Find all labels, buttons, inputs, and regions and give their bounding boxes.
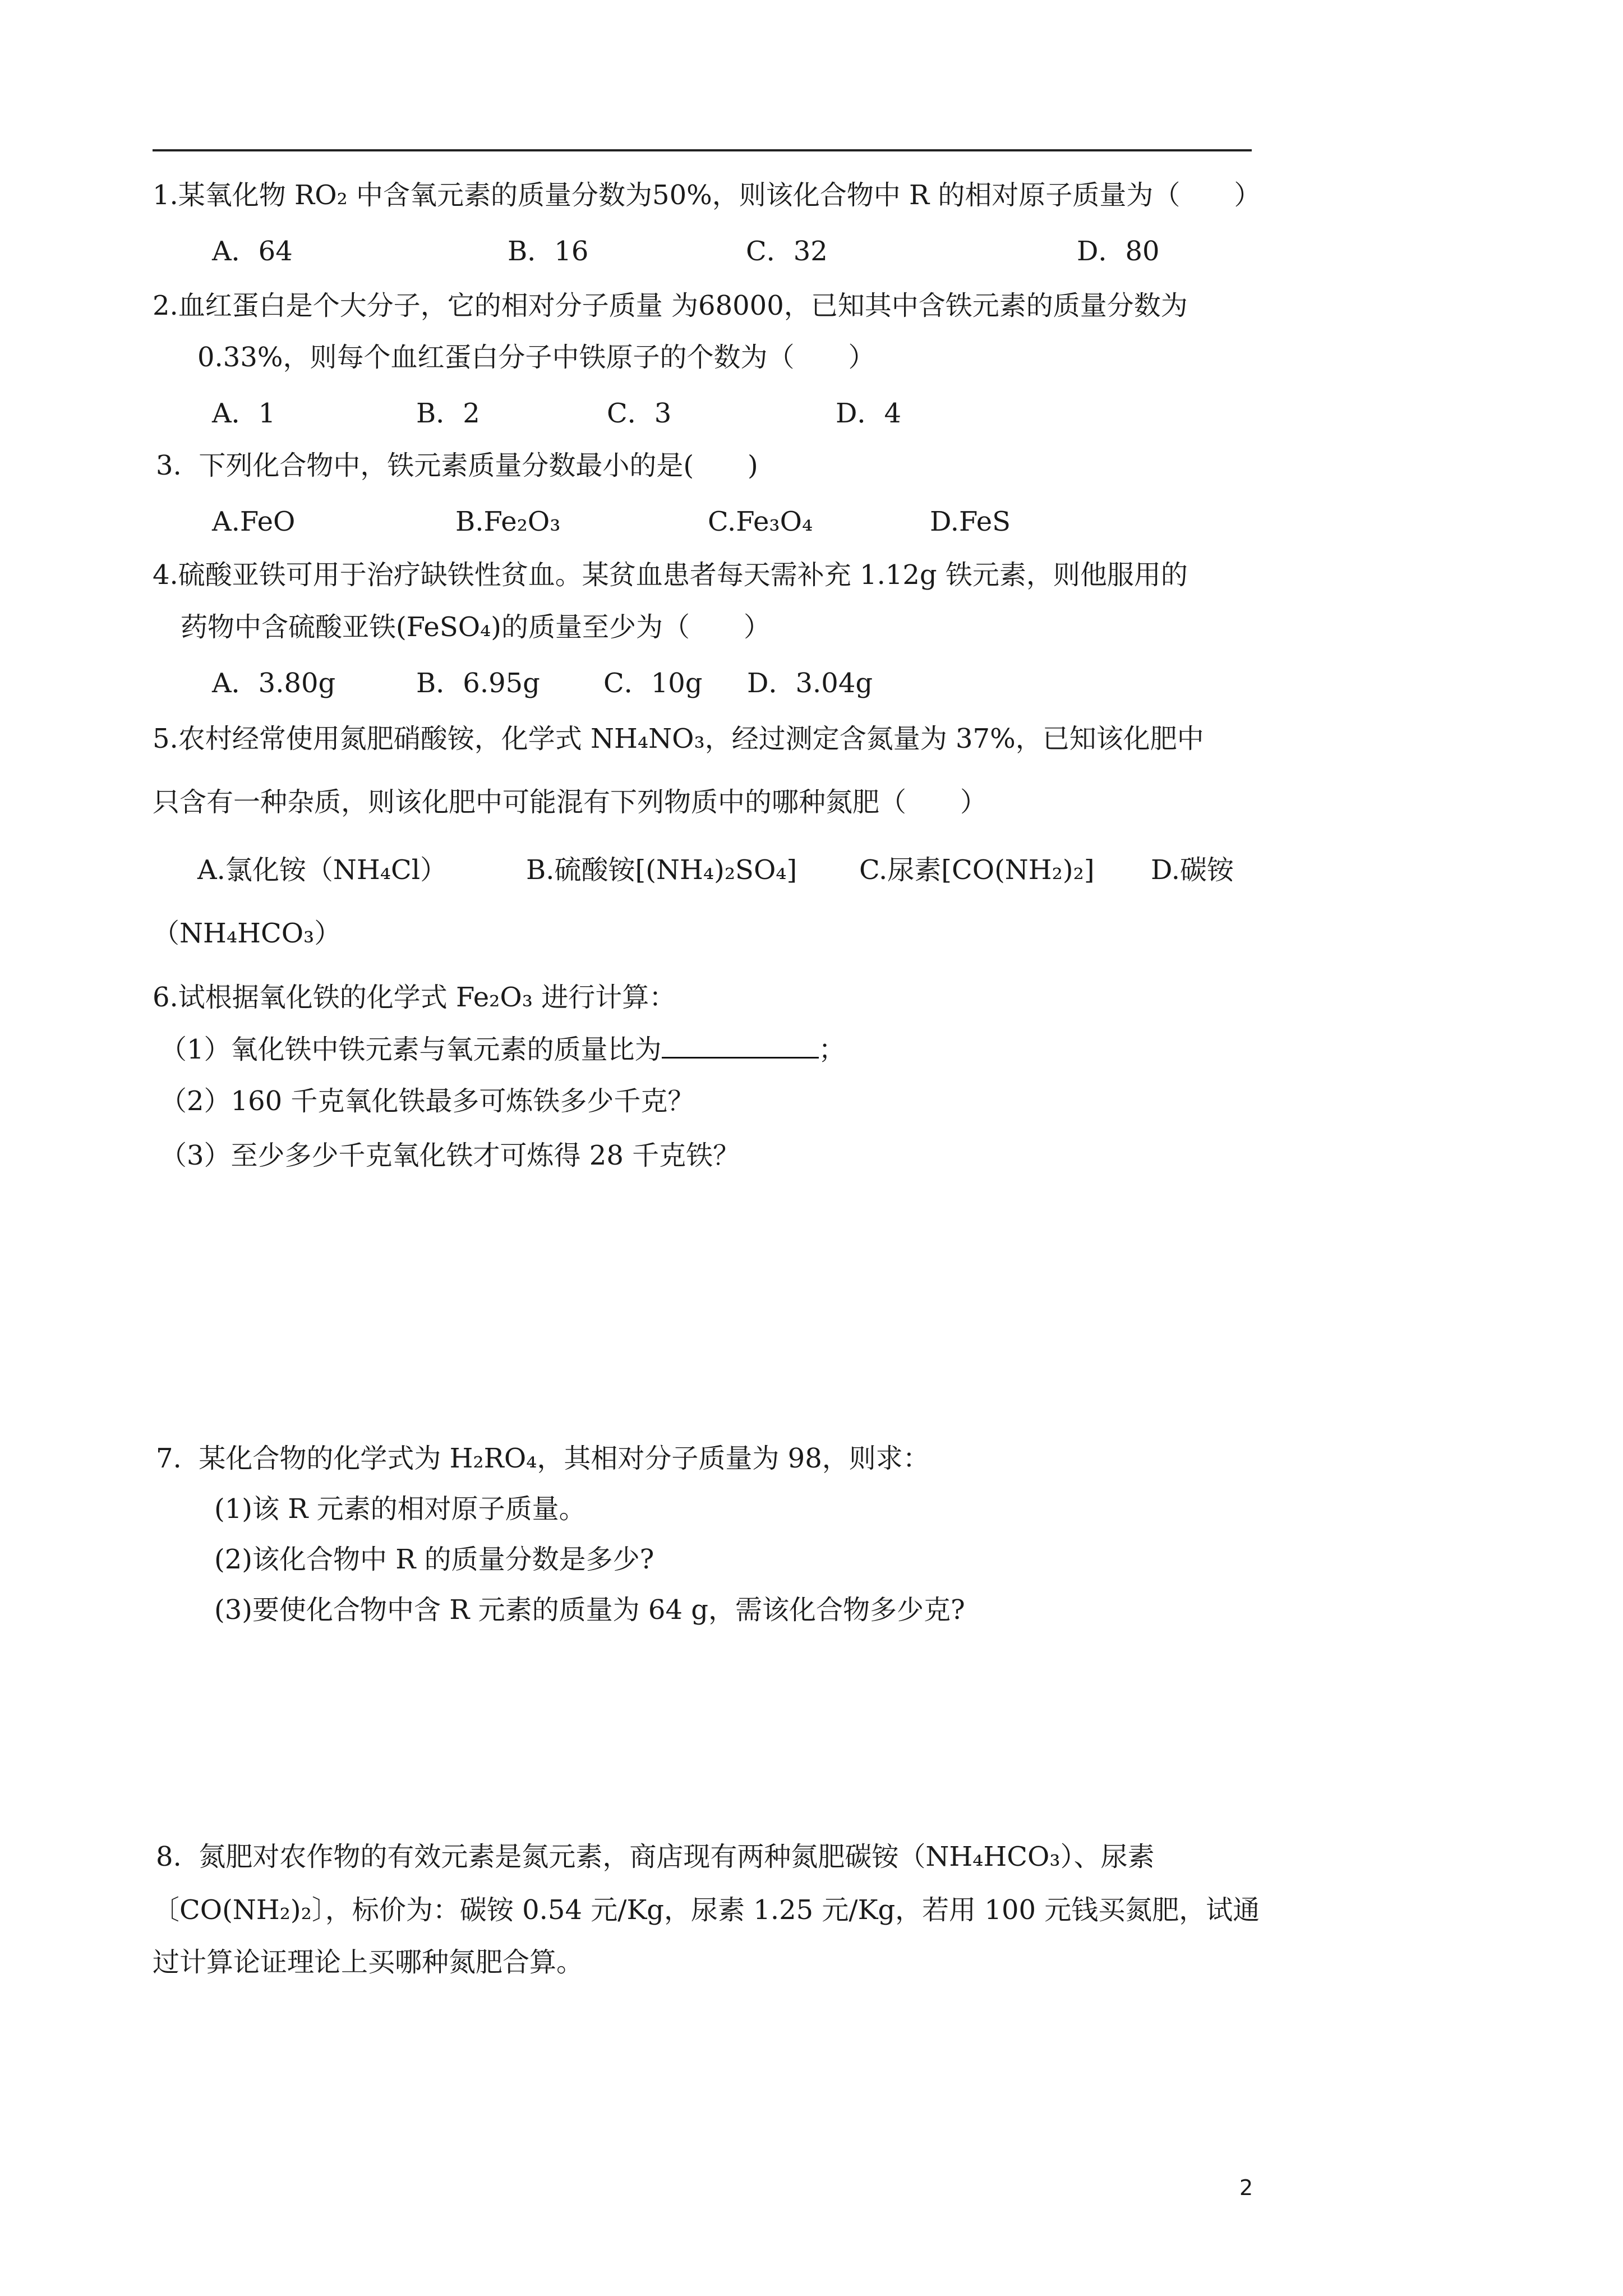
q5-option-b: B.硫酸铵[(NH₄)₂SO₄] [526,854,797,886]
q3-option-b: B.Fe₂O₃ [455,506,561,537]
q1-option-c: C．32 [746,236,828,267]
q5-stem-line2: 只含有一种杂质，则该化肥中可能混有下列物质中的哪种氮肥（ ） [153,786,988,818]
q8-stem-line1: 8. 氮肥对农作物的有效元素是氮元素，商店现有两种氮肥碳铵（NH₄HCO₃）、尿素 [156,1841,1155,1872]
q1-option-a: A．64 [212,236,293,267]
q7-sub2: (2)该化合物中 R 的质量分数是多少? [214,1544,654,1575]
page-number: 2 [1239,2175,1253,2200]
q7-sub3: (3)要使化合物中含 R 元素的质量为 64 g，需该化合物多少克? [214,1594,965,1626]
q2-stem-line1: 2.血红蛋白是个大分子，它的相对分子质量 为68000，已知其中含铁元素的质量分数为 [153,290,1188,321]
q5-stem-line1: 5.农村经常使用氮肥硝酸铵，化学式 NH₄NO₃，经过测定含氮量为 37%，已知该化肥中 [153,723,1204,754]
q3-option-a: A.FeO [212,506,296,537]
q7-stem: 7. 某化合物的化学式为 H₂RO₄，其相对分子质量为 98，则求： [156,1443,930,1474]
q4-option-d: D．3.04g [747,668,873,699]
q2-option-b: B．2 [416,398,480,429]
q7-sub1: (1)该 R 元素的相对原子质量。 [214,1493,586,1525]
q6-sub3: （3）至少多少千克氧化铁才可炼得 28 千克铁？ [160,1140,740,1171]
q4-option-c: C．10g [603,668,703,699]
q3-option-d: D.FeS [930,506,1011,537]
q1-stem: 1.某氧化物 RO₂ 中含氧元素的质量分数为50%，则该化合物中 R 的相对原子质量为（ ） [153,180,1261,211]
q2-option-d: D．4 [836,398,902,429]
q5-option-c: C.尿素[CO(NH₂)₂] [859,854,1095,886]
q8-stem-line2: 〔CO(NH₂)₂〕，标价为：碳铵 0.54 元/Kg，尿素 1.25 元/Kg，若用 100 元钱买氮肥，试通 [153,1894,1260,1926]
q4-option-b: B．6.95g [416,668,540,699]
q2-option-a: A．1 [212,398,276,429]
answer-blank[interactable] [662,1032,819,1059]
q6-sub1-text: （1）氧化铁中铁元素与氧元素的质量比为 [160,1034,662,1065]
q3-stem: 3. 下列化合物中，铁元素质量分数最小的是( ) [156,450,758,481]
q1-option-d: D．80 [1077,236,1160,267]
q5-option-d-cont: （NH₄HCO₃） [153,918,342,949]
q2-stem-line2: 0.33%，则每个血红蛋白分子中铁原子的个数为（ ） [197,342,875,373]
q6-sub1-suffix: ； [818,1034,846,1065]
header-rule [153,149,1252,151]
q6-sub2: （2）160 千克氧化铁最多可炼铁多少千克？ [160,1085,695,1117]
q6-sub1 [160,1032,846,1066]
q4-stem-line1: 4.硫酸亚铁可用于治疗缺铁性贫血。某贫血患者每天需补充 1.12g 铁元素，则他服用的 [153,559,1188,591]
q3-option-c: C.Fe₃O₄ [708,506,813,537]
q4-stem-line2: 药物中含硫酸亚铁(FeSO₄)的质量至少为（ ） [181,611,771,643]
q1-option-b: B．16 [508,236,589,267]
q6-stem: 6.试根据氧化铁的化学式 Fe₂O₃ 进行计算： [153,982,676,1013]
q5-option-a: A.氯化铵（NH₄Cl） [197,854,448,886]
q5-option-d: D.碳铵 [1151,854,1234,886]
q8-stem-line3: 过计算论证理论上买哪种氮肥合算。 [153,1947,584,1978]
q4-option-a: A．3.80g [212,668,336,699]
q2-option-c: C．3 [607,398,672,429]
